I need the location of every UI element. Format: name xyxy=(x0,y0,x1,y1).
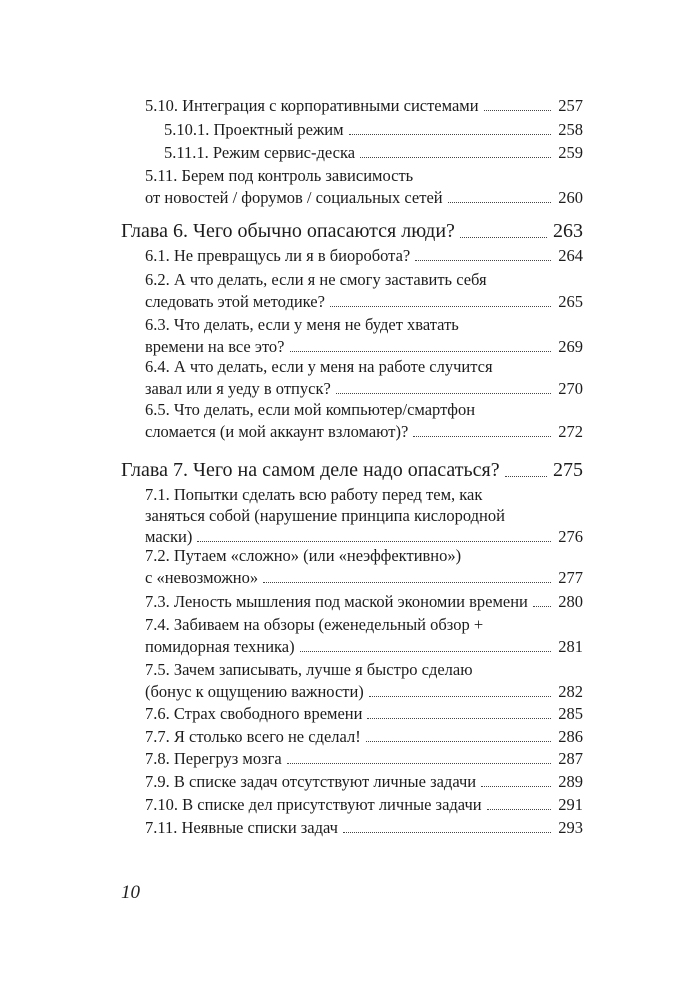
toc-line xyxy=(145,337,583,357)
toc-text: 5.10.1. Проектный режим xyxy=(164,120,344,139)
toc-line xyxy=(145,506,505,526)
toc-line xyxy=(145,270,487,290)
dot-leader xyxy=(481,786,551,787)
toc-line xyxy=(145,660,473,680)
toc-page-number: 285 xyxy=(558,704,583,723)
toc-text: помидорная техника) xyxy=(145,637,295,656)
dot-leader xyxy=(330,306,551,307)
toc-line xyxy=(145,246,583,266)
toc-text: 7.4. Забиваем на обзоры (еженедельный обзор + xyxy=(145,615,484,634)
toc-line xyxy=(145,818,583,838)
toc-line xyxy=(145,568,583,588)
toc-line xyxy=(145,400,475,420)
toc-page-number: 269 xyxy=(558,337,583,356)
toc-line xyxy=(145,527,583,547)
toc-line xyxy=(145,96,583,116)
page-number: 10 xyxy=(121,882,140,903)
dot-leader xyxy=(197,541,551,542)
toc-page-number: 276 xyxy=(558,527,583,546)
dot-leader xyxy=(415,260,551,261)
toc-text: 6.5. Что делать, если мой компьютер/смартфон xyxy=(145,400,476,419)
toc-line xyxy=(145,379,583,399)
toc-text: от новостей / форумов / социальных сетей xyxy=(145,188,443,207)
toc-page-number: 257 xyxy=(558,96,583,115)
toc-page-number: 281 xyxy=(558,637,583,656)
dot-leader xyxy=(413,436,551,437)
toc-line xyxy=(145,727,583,747)
dot-leader xyxy=(448,202,551,203)
toc-text: маски) xyxy=(145,527,193,546)
toc-page-number: 277 xyxy=(558,568,583,587)
toc-text: 7.1. Попытки сделать всю работу перед тем, как xyxy=(145,485,483,504)
dot-leader xyxy=(366,741,551,742)
toc-page-number: 280 xyxy=(558,592,583,611)
toc-page-number: 272 xyxy=(558,422,583,441)
toc-text: 6.2. А что делать, если я не смогу заставить себя xyxy=(145,270,487,289)
dot-leader xyxy=(369,696,551,697)
toc-text: следовать этой методике? xyxy=(145,292,325,311)
toc-text: 7.8. Перегруз мозга xyxy=(145,749,282,768)
toc-page-number: 263 xyxy=(553,220,583,242)
toc-text: 7.5. Зачем записывать, лучше я быстро сделаю xyxy=(145,660,473,679)
toc-page-number: 287 xyxy=(558,749,583,768)
toc-page-number: 265 xyxy=(558,292,583,311)
toc-line xyxy=(121,219,583,243)
toc-text: времени на все это? xyxy=(145,337,285,356)
dot-leader xyxy=(263,582,551,583)
toc-text: заняться собой (нарушение принципа кислородной xyxy=(145,506,505,525)
toc-line xyxy=(145,188,583,208)
toc-text: 5.10. Интеграция с корпоративными системами xyxy=(145,96,479,115)
dot-leader xyxy=(290,351,551,352)
toc-line xyxy=(145,772,583,792)
toc-line xyxy=(145,682,583,702)
toc-line xyxy=(145,315,459,335)
toc-text: с «невозможно» xyxy=(145,568,259,587)
toc-line xyxy=(145,166,413,186)
toc-line xyxy=(145,422,583,442)
toc-text: 7.3. Леность мышления под маской экономии времени xyxy=(145,592,528,611)
toc-page-number: 259 xyxy=(558,143,583,162)
toc-text: завал или я уеду в отпуск? xyxy=(145,379,331,398)
toc-text: 5.11. Берем под контроль зависимость xyxy=(145,166,414,185)
dot-leader xyxy=(336,393,551,394)
toc-page-number: 275 xyxy=(553,459,583,481)
toc-text: Глава 6. Чего обычно опасаются люди? xyxy=(121,220,455,242)
toc-text: сломается (и мой аккаунт взломают)? xyxy=(145,422,409,441)
dot-leader xyxy=(287,763,551,764)
toc-text: 7.10. В списке дел присутствуют личные задачи xyxy=(145,795,482,814)
toc-text: 7.6. Страх свободного времени xyxy=(145,704,363,723)
toc-text: Глава 7. Чего на самом деле надо опасаться? xyxy=(121,459,500,481)
toc-line xyxy=(145,704,583,724)
toc-line xyxy=(145,292,583,312)
dot-leader xyxy=(360,157,551,158)
toc-text: 6.1. Не превращусь ли я в биоробота? xyxy=(145,246,411,265)
toc-line xyxy=(145,592,583,612)
toc-line xyxy=(145,795,583,815)
dot-leader xyxy=(533,606,551,607)
toc-page-number: 282 xyxy=(558,682,583,701)
toc-page-number: 293 xyxy=(558,818,583,837)
dot-leader xyxy=(505,476,547,477)
toc-text: 7.2. Путаем «сложно» (или «неэффективно») xyxy=(145,546,462,565)
toc-text: 7.9. В списке задач отсутствуют личные задачи xyxy=(145,772,477,791)
dot-leader xyxy=(343,832,551,833)
toc-page-number: 270 xyxy=(558,379,583,398)
toc-line xyxy=(145,749,583,769)
toc-line xyxy=(164,120,583,140)
toc-line xyxy=(145,357,493,377)
toc-text: (бонус к ощущению важности) xyxy=(145,682,364,701)
toc-page-number: 260 xyxy=(558,188,583,207)
dot-leader xyxy=(349,134,551,135)
dot-leader xyxy=(487,809,551,810)
toc-page-number: 286 xyxy=(558,727,583,746)
toc-line xyxy=(145,615,483,635)
toc-line xyxy=(164,143,583,163)
toc-line xyxy=(145,546,461,566)
dot-leader xyxy=(300,651,551,652)
toc-text: 6.3. Что делать, если у меня не будет хватать xyxy=(145,315,459,334)
toc-page-number: 291 xyxy=(558,795,583,814)
toc-text: 6.4. А что делать, если у меня на работе случится xyxy=(145,357,493,376)
toc-text: 7.11. Неявные списки задач xyxy=(145,818,338,837)
toc-page-number: 264 xyxy=(558,246,583,265)
toc-line xyxy=(145,485,482,505)
dot-leader xyxy=(367,718,551,719)
toc-text: 7.7. Я столько всего не сделал! xyxy=(145,727,361,746)
toc-page-number: 289 xyxy=(558,772,583,791)
toc-page-number: 258 xyxy=(558,120,583,139)
dot-leader xyxy=(460,237,547,238)
toc-text: 5.11.1. Режим сервис-деска xyxy=(164,143,356,162)
dot-leader xyxy=(484,110,551,111)
toc-line xyxy=(145,637,583,657)
toc-line xyxy=(121,458,583,482)
